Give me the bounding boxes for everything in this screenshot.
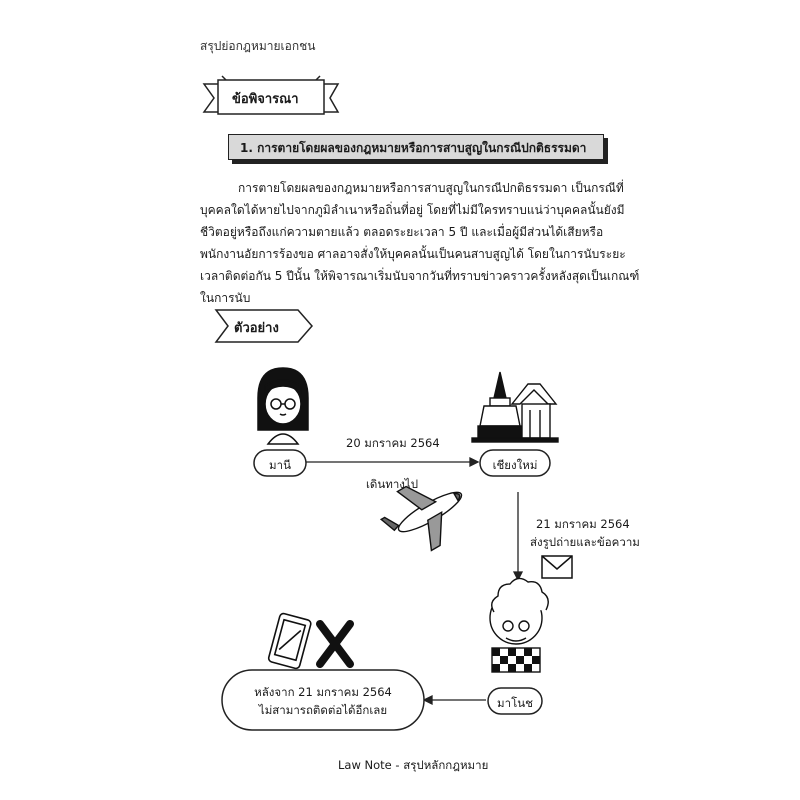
body-text: การตายโดยผลของกฎหมายหรือการสาบสูญในกรณีปกติธรรมดา เป็นกรณีที่บุคคลใดได้หายไปจากภูมิลำเนาหรือถิ่นที่อยู่ โดยที่ไม่มีใครทราบแน่ว่าบุคคลนั้นยังมีชีวิตอยู่หรือถึงแก่ความตายแล้ว ตลอดระยะเวลา 5 ปี และเมื่อผู้มีส่วนได้เสียหรือพนักงานอัยการร้องขอ ศาลอาจสั่งให้บุคคลนั้นเป็นคนสาบสูญได้ โดยในการนับระยะเวลาติดต่อกัน 5 ปีนั้น ให้พิจารณาเริ่มนับจากวันที่ทราบข่าวคราวครั้งหลังสุดเป็นเกณฑ์ในการนับ [200, 181, 640, 305]
running-header: สรุปย่อกฎหมายเอกชน [200, 39, 316, 53]
node-manee: มานี [269, 458, 291, 472]
body-paragraph [200, 177, 640, 309]
page-footer: Law Note - สรุปหลักกฎหมาย [338, 758, 489, 772]
grandfather-illustration [490, 578, 548, 672]
topic-heading: 1. การตายโดยผลของกฎหมายหรือการสาบสูญในกรณีปกติธรรมดา [240, 141, 587, 155]
result-line-1: หลังจาก 21 มกราคม 2564 [254, 685, 392, 699]
envelope-icon [542, 556, 572, 578]
node-chiangmai: เชียงใหม่ [492, 458, 538, 472]
page-number: 45 [629, 14, 651, 33]
travel-date-label: 20 มกราคม 2564 [346, 436, 440, 450]
result-line-2: ไม่สามารถติดต่อได้อีกเลย [258, 703, 388, 717]
example-label: ตัวอย่าง [234, 321, 279, 336]
section-title: ข้อพิจารณา [232, 92, 299, 107]
phone-icon [268, 613, 312, 670]
travel-action-label: เดินทางไป [366, 477, 418, 491]
cross-icon [320, 624, 350, 664]
node-manot: มาโนช [497, 696, 533, 710]
message-action-label: ส่งรูปถ่ายและข้อความ [530, 535, 640, 549]
girl-illustration [258, 368, 308, 444]
temple-illustration [472, 372, 558, 442]
message-date-label: 21 มกราคม 2564 [536, 517, 630, 531]
